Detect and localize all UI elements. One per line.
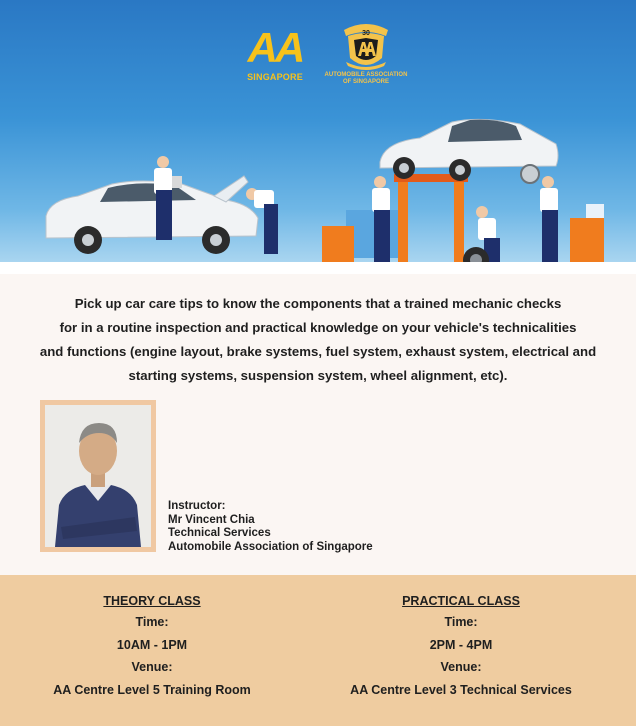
instructor-portrait <box>45 405 151 547</box>
hero-banner <box>0 0 636 262</box>
instructor-photo <box>45 405 151 547</box>
instructor-label: Instructor: <box>168 500 226 512</box>
theory-time: 10AM - 1PM <box>116 637 188 652</box>
class-schedule-band <box>0 575 636 726</box>
mechanic-with-hose <box>372 176 390 262</box>
description-line: for in a routine inspection and practical knowledge on your vehicle's technicalities <box>59 320 577 335</box>
theory-venue-label: Venue: <box>131 660 173 674</box>
practical-time: 2PM - 4PM <box>429 637 493 652</box>
mechanic-with-wheel <box>521 165 558 262</box>
laptop <box>586 204 604 218</box>
aa-logo-letters: AA <box>247 24 303 71</box>
left-car <box>46 176 258 254</box>
aa-singapore-logo[interactable] <box>244 26 306 88</box>
aa-logo-subtitle: SINGAPORE <box>247 72 303 82</box>
instructor-details <box>168 500 373 554</box>
hero-floor <box>0 262 636 274</box>
practical-venue: AA Centre Level 3 Technical Services <box>350 682 572 697</box>
description-line: and functions (engine layout, brake systems, fuel system, exhaust system, electrical and <box>39 344 597 359</box>
practical-class-title: PRACTICAL CLASS <box>402 594 520 608</box>
tool-cabinet-right <box>570 218 604 262</box>
theory-venue: AA Centre Level 5 Training Room <box>53 682 251 697</box>
workshop-illustration <box>0 100 636 262</box>
course-description <box>0 292 636 388</box>
instructor-department: Technical Services <box>168 527 271 539</box>
description-line: Pick up car care tips to know the components that a trained mechanic checks <box>74 296 562 311</box>
description-line: starting systems, suspension system, wheel alignment, etc). <box>128 368 508 383</box>
crest-number: 30 <box>362 30 370 37</box>
instructor-name: Mr Vincent Chia <box>168 513 255 526</box>
theory-class-section <box>20 591 284 701</box>
instructor-organisation: Automobile Association of Singapore <box>168 540 373 553</box>
logo-row <box>0 22 636 92</box>
lift-post-left <box>398 176 408 262</box>
aas-crest-logo <box>336 22 396 72</box>
lift-post-right <box>454 176 464 262</box>
practical-class-section <box>320 591 602 701</box>
crest-caption-line1: AUTOMOBILE ASSOCIATION <box>324 72 408 78</box>
practical-time-label: Time: <box>444 615 478 629</box>
crest-caption <box>318 72 414 86</box>
theory-class-title: THEORY CLASS <box>103 594 201 608</box>
instructor-photo-frame <box>40 400 156 552</box>
crest-caption-line2: OF SINGAPORE <box>342 79 389 85</box>
tool-cabinet-left <box>322 226 354 262</box>
theory-time-label: Time: <box>135 615 169 629</box>
mechanic-with-tire <box>463 206 500 262</box>
practical-venue-label: Venue: <box>440 660 482 674</box>
